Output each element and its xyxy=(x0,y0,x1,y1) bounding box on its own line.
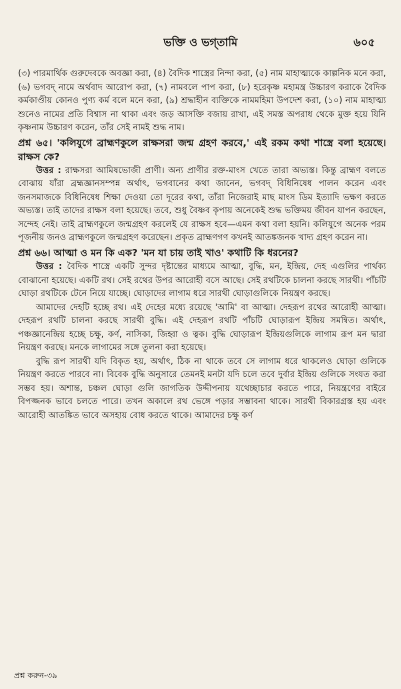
page-body xyxy=(18,68,386,424)
page-header xyxy=(0,34,401,50)
answer-66-paragraph-1 xyxy=(18,261,386,302)
answer-label: উত্তর : xyxy=(36,165,62,176)
answer-66-text-1: বৈদিক শাস্ত্রে একটি সুন্দর দৃষ্টান্তের মাধ্যমে আত্মা, বুদ্ধি, মন, ইন্দ্রিয়, দেহ এগুলির পার্থক্য বোঝানো হয়েছে। একটি রথ। সেই রথের উপর আরোহী বসে আছে। সেই রথটিকে চালনা করছে সারথী। পাঁচটি ঘোড়া রথটিকে টেনে নিয়ে যাচ্ছে। ঘোড়াদের লাগাম ধরে সারথী ঘোড়াগুলিকে নিয়ন্ত্রণ করছে। xyxy=(18,262,386,300)
question-66: প্রশ্ন ৬৬। আত্মা ও মন কি এক? 'মন যা চায় তাই খাও' কথাটি কি ধরনের? xyxy=(18,248,299,260)
answer-66-paragraph-3: বুদ্ধি রূপ সারথী যদি বিকৃত হয়, অর্থাৎ, ঠিক না থাকে তবে সে লাগাম ধরে থাকলেও ঘোড়া গুলিকে নিয়ন্ত্রণ করতে পারবে না। বিবেক বুদ্ধি অনুসারে তেমনই মনটা যদি চলে তবে দুর্বার ইন্দ্রিয় গুলিকে সংযত করা সম্ভব হয়। অশান্ত, চঞ্চল ঘোড়া গুলি জাগতিক উদ্দীপনায় যথেচ্ছাচার করতে পারে, নিয়ন্ত্রণের বাইরে বিপজ্জনক ভাবে চলতে পারে। তখন অকালে রথ ভেঙ্গে পড়ার সম্ভাবনা থাকে। সারথী বিকারগ্রস্ত হয় এবং আরোহী আতঙ্কিত ভাবে অসহায় বোধ করতে থাকে। আমাদের চক্ষু কর্ণ xyxy=(18,356,386,422)
page-title: ভক্তি ও ভগ্তামি xyxy=(163,36,238,49)
answer-66-paragraph-2: আমাদের দেহটি হচ্ছে রথ। এই দেহের মধ্যে রয়েছে 'আমি' বা আত্মা। দেহরূপ রথের আরোহী আত্মা। দেহরূপ রথটি চালনা করছে সারথী বুদ্ধি। এই দেহরূপ রথটি পাঁচটি ঘোড়ারূপ ইন্দ্রিয় সমন্বিত। অর্থাৎ, পঞ্চজ্ঞানেন্দ্রিয় হচ্ছে চক্ষু, কর্ণ, নাসিকা, জিহ্বা ও ত্বক। বুদ্ধি ঘোড়ারূপ ইন্দ্রিয়গুলিকে লাগাম রূপ মন দ্বারা নিয়ন্ত্রণ করছে। মনকে লাগামের সঙ্গে তুলনা করা হয়েছে। xyxy=(18,302,386,354)
question-65: প্রশ্ন ৬৫। 'কলিযুগে ব্রাহ্মণকুলে রাক্ষসরা জন্ম গ্রহণ করবে,' এই রকম কথা শাস্ত্রে বলা হয়েছে। রাক্ষস কে? xyxy=(18,137,386,163)
answer-65 xyxy=(18,165,386,246)
page-number: ৬০৫ xyxy=(353,36,375,49)
answer-label: উত্তর : xyxy=(36,262,63,273)
page-footer: প্রশ্ন করুন-৩৯ xyxy=(14,671,58,680)
answer-65-text: রাক্ষসরা আমিষভোজী প্রাণী। অন্য প্রাণীর রক্ত-মাংস খেতে তারা অভ্যস্ত। কিন্তু ব্রাহ্মণ বলতে বোঝায় যাঁরা ব্রহ্মজ্ঞানসম্পন্ন অর্থাৎ, ভগবানের কথা জানেন, ভগবদ্ বিধিনিষেধ পালন করেন এবং জনসমাজকে বিধিনিষেধ শিক্ষা দেওয়া তো দূরের কথা, তাঁরা নিজেরাই মাছ মাংস ডিম ইত্যাদি ভক্ষণ করতে অভ্যস্ত। তাই তাদের রাক্ষস বলা হয়েছে। তবে, শুধু বৈষ্ণব কৃপায় অনেকেই শুদ্ধ ভক্তিময় জীবন যাপন করছেন, সন্দেহ নেই। তাই ব্রাহ্মণকুলে জন্মগ্রহণ করলেই যে রাক্ষস হবে—এমন কথা বলা হয়নি। কলিযুগে অনেক পরম পূজনীয় জনও ব্রাহ্মণকুলে জন্মগ্রহণ করেছেন। প্রকৃত ব্রাহ্মণগণ কখনই আতঙ্কজনক খাদ্য গ্রহণ করেন না। xyxy=(18,165,387,244)
paragraph-offenses: (৩) পারমার্থিক গুরুদেবকে অবজ্ঞা করা, (৪) বৈদিক শাস্ত্রের নিন্দা করা, (৫) নাম মাহাত্ম্যকে কাল্পনিক মনে করা, (৬) ভগবদ্ নামে অর্থবাদ আরোপ করা, (৭) নামবলে পাপ করা, (৮) হরেকৃষ্ণ মহামন্ত্র উচ্চারণ করাকে বৈদিক কর্মকাণ্ডীয় কোনও পুণ্য কর্ম বলে মনে করা, (৯) শ্রদ্ধাহীন ব্যক্তিকে নামমহিমা উপদেশ করা, (১০) নাম মাহাত্ম্য শুনেও নামের প্রতি বিশ্বাস না থাকা এবং জড় আসক্তি বজায় রাখা, এই সমস্ত অপরাধ থেকে মুক্ত হয়ে যিনি কৃষ্ণনাম উচ্চারণ করেন, তাঁর সেই নামই শুদ্ধ নাম। xyxy=(18,69,386,134)
